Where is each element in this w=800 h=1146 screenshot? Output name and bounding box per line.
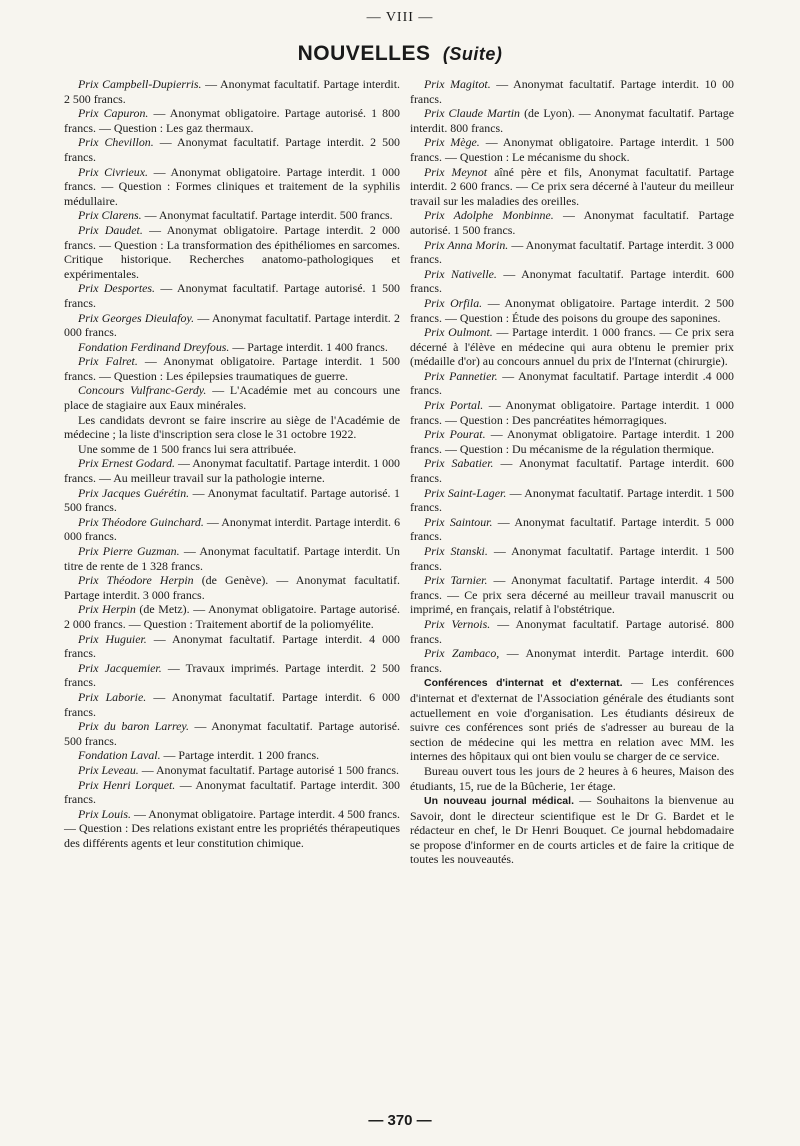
prize-entry: [410, 369, 734, 398]
prize-entry: [64, 223, 400, 281]
prize-name: Fondation Ferdinand Dreyfous.: [78, 339, 230, 354]
prize-details: aîné père et fils, Anonymat facultatif. Partage interdit. 2 600 francs. — Ce prix sera décerné à l'auteur du meilleur travail sur les maladies des oreilles.: [410, 164, 734, 208]
prize-entry: [410, 764, 734, 793]
prize-details: — L'Académie met au concours une place de stagiaire aux Eaux minérales.: [64, 383, 400, 413]
prize-details: — Anonymat facultatif. Partage interdit. 10 00 francs.: [410, 77, 734, 106]
prize-name: Prix Ernest Godard.: [78, 456, 176, 471]
prize-name: Prix Capuron.: [78, 106, 149, 121]
prize-details: — Anonymat facultatif. Partage interdit. 600 francs.: [410, 456, 734, 486]
prize-details: — Anonymat facultatif. Partage interdit .4 000 francs.: [410, 368, 734, 398]
prize-details: — Anonymat facultatif. Partage interdit. 500 francs.: [141, 208, 393, 223]
prize-entry: [64, 763, 400, 778]
prize-entry: [410, 427, 734, 456]
prize-details: — Anonymat interdit. Partage interdit. 600 francs.: [410, 646, 735, 675]
prize-entry: [410, 325, 734, 369]
news-lead: Un nouveau journal médical.: [424, 795, 574, 808]
prize-details: — Anonymat obligatoire. Partage interdit. 1 200 francs. — Question : Du mécanisme de la régulation thermique.: [410, 427, 734, 456]
prize-name: Prix du baron Larrey.: [78, 719, 190, 734]
prize-details: — Anonymat facultatif. Partage autorisé. 1 500 francs.: [64, 281, 400, 310]
prize-name: Prix Campbell-Dupierris.: [78, 77, 202, 91]
prize-details: — Travaux imprimés. Partage interdit. 2 500 francs.: [64, 660, 400, 690]
prize-name: Prix Zambaco,: [424, 646, 500, 661]
prize-name: Prix Théodore Guinchard.: [78, 514, 204, 529]
prize-entry: [64, 456, 400, 485]
prize-name: Prix Louis.: [78, 806, 131, 821]
prize-name: Concours Vulfranc-Gerdy.: [78, 383, 207, 398]
prize-name: Prix Civrieux.: [78, 164, 149, 179]
prize-entry: [410, 646, 734, 675]
prize-details: — Anonymat facultatif. Partage interdit. 600 francs.: [410, 266, 734, 296]
prize-name: Prix Théodore Herpin: [78, 573, 194, 588]
prize-details: — Les conférences d'internat et d'externat de l'Association générale des étudiants sont actuellement en voie d'organisation. Les étudiants désireux de suivre ces conférences sont priés de s'adresser au bureau de la section de médecine qui les mettra en relation avec MM. les internes des hôpitaux qui ont bien voulu se charger de ce service.: [410, 675, 734, 764]
prize-entry: [410, 165, 734, 209]
prize-entry: [64, 208, 400, 223]
prize-entry: [410, 675, 734, 764]
prize-name: Prix Vernois.: [424, 616, 491, 631]
prize-name: Prix Magitot.: [424, 77, 491, 91]
prize-name: Prix Desportes.: [78, 281, 156, 296]
prize-entry: [64, 135, 400, 164]
prize-entry: [64, 340, 400, 355]
prize-details: — Anonymat obligatoire. Partage interdit. 1 500 francs. — Question : Les épilepsies traumatiques de guerre.: [64, 354, 400, 383]
prize-name: Prix Pourat.: [424, 427, 486, 442]
prize-name: Prix Anna Morin.: [424, 237, 509, 252]
prize-entry: [64, 515, 400, 544]
prize-details: Bureau ouvert tous les jours de 2 heures à 6 heures, Maison des étudiants, 15, rue de la Bûcherie, 1er étage.: [410, 763, 734, 793]
prize-details: — Anonymat facultatif. Partage interdit. 4 500 francs. — Ce prix sera décerné au meilleur travail manuscrit ou imprimé, en français, relatif à l'obstétrique.: [410, 573, 734, 617]
prize-name: Prix Meynot: [424, 164, 488, 179]
prize-details: — Anonymat facultatif. Partage interdit. 1 500 francs.: [410, 544, 734, 573]
prize-name: Prix Henri Lorquet.: [78, 777, 176, 792]
prize-details: — Anonymat obligatoire. Partage interdit. 1 000 francs. — Question : Formes cliniques et traitement de la syphilis médullaire.: [64, 164, 400, 208]
prize-name: Prix Falret.: [78, 354, 138, 369]
prize-details: — Anonymat facultatif. Partage autorisé 1 500 francs.: [138, 762, 399, 777]
prize-details: — Partage interdit. 1 400 francs.: [229, 339, 388, 354]
prize-entry: [410, 77, 734, 106]
prize-details: — Anonymat obligatoire. Partage interdit. 2 500 francs. — Question : Étude des poisons du groupe des saponines.: [410, 295, 734, 325]
prize-details: — Anonymat facultatif. Partage interdit. 4 000 francs.: [64, 631, 400, 661]
prize-entry: [64, 632, 400, 661]
prize-name: Prix Georges Dieulafoy.: [78, 310, 195, 325]
prize-name: Prix Sabatier.: [424, 456, 494, 471]
prize-entry: [410, 486, 734, 515]
prize-entry: [64, 486, 400, 515]
prize-entry: [64, 383, 400, 412]
prize-details: (de Lyon). — Anonymat facultatif. Partage interdit. 800 francs.: [410, 106, 735, 135]
prize-name: Prix Huguier.: [78, 631, 147, 646]
prize-name: Prix Claude Martin: [424, 106, 521, 121]
prize-details: — Anonymat facultatif. Partage interdit. 2 000 francs.: [64, 310, 401, 340]
prize-name: Prix Jacquemier.: [78, 660, 162, 675]
prize-name: Prix Tarnier.: [424, 573, 488, 588]
prize-details: Les candidats devront se faire inscrire au siège de l'Académie de médecine ; la liste d'inscription sera close le 31 octobre 1922.: [64, 412, 400, 442]
prize-entry: [64, 573, 400, 602]
prize-entry: [64, 442, 400, 457]
prize-name: Prix Saint-Lager.: [424, 485, 507, 500]
prize-name: Prix Nativelle.: [424, 266, 497, 281]
prize-entry: [410, 398, 734, 427]
prize-entry: [410, 573, 734, 617]
prize-entry: [64, 311, 400, 340]
prize-name: Prix Daudet.: [78, 222, 143, 237]
prize-details: — Anonymat facultatif. Partage interdit. 2 500 francs.: [64, 135, 400, 164]
prize-name: Prix Stanski.: [424, 544, 488, 558]
prize-entry: [410, 515, 734, 544]
prize-entry: [64, 719, 400, 748]
prize-entry: [64, 544, 400, 573]
prize-entry: [64, 807, 400, 851]
prize-entry: [410, 793, 734, 867]
prize-entry: [410, 296, 734, 325]
prize-entry: [64, 106, 400, 135]
roman-page-number: — VIII —: [366, 10, 434, 25]
prize-details: — Anonymat obligatoire. Partage interdit. 2 000 francs. — Question : La transformation des épithéliomes en sarcomes. Critique historique. Recherches anatomo-pathologiques et expérimentales.: [64, 222, 400, 281]
prize-details: Une somme de 1 500 francs lui sera attribuée.: [78, 441, 297, 456]
prize-name: Prix Adolphe Monbinne.: [424, 208, 554, 223]
news-lead: Conférences d'internat et d'externat.: [424, 677, 623, 690]
prize-details: — Anonymat facultatif. Partage autorisé. 800 francs.: [410, 616, 734, 646]
prize-entry: [64, 748, 400, 763]
left-column: [64, 77, 400, 850]
prize-entry: [410, 208, 734, 237]
prize-entry: [64, 661, 400, 690]
prize-entry: [410, 544, 734, 573]
section-title: NOUVELLES: [297, 42, 431, 65]
prize-details: — Anonymat obligatoire. Partage autorisé. 1 800 francs. — Question : Les gaz thermaux.: [64, 106, 400, 135]
prize-details: — Anonymat interdit. Partage interdit. 6 000 francs.: [64, 514, 401, 544]
section-heading: [0, 42, 800, 66]
prize-entry: [64, 413, 400, 442]
prize-entry: [64, 354, 400, 383]
prize-details: — Anonymat obligatoire. Partage interdit. 1 500 francs. — Question : Le mécanisme du shock.: [410, 135, 734, 164]
prize-entry: [64, 602, 400, 631]
prize-name: Prix Pierre Guzman.: [78, 544, 180, 558]
prize-details: (de Metz). — Anonymat obligatoire. Partage autorisé. 2 000 francs. — Question : Traitement abortif de la poliomyélite.: [64, 602, 400, 631]
prize-entry: [64, 281, 400, 310]
prize-details: — Partage interdit. 1 000 francs. — Ce prix sera décerné à l'élève en médecine qui aura obtenu le premier prix (médaille d'or) au concours annuel du prix de l'Internat (chirurgie).: [410, 325, 734, 369]
prize-details: — Anonymat facultatif. Partage interdit. 2 500 francs.: [64, 77, 400, 106]
prize-details: — Anonymat facultatif. Partage interdit. 6 000 francs.: [64, 689, 400, 719]
prize-name: Prix Mège.: [424, 135, 480, 150]
right-column: [410, 77, 734, 867]
page-number: — 370 —: [368, 1112, 432, 1129]
prize-name: Prix Laborie.: [78, 689, 147, 704]
prize-entry: [64, 778, 400, 807]
prize-details: — Anonymat facultatif. Partage autorisé. 1 500 francs.: [410, 208, 734, 237]
prize-name: Prix Portal.: [424, 398, 484, 413]
prize-entry: [64, 165, 400, 209]
prize-name: Prix Herpin: [78, 602, 136, 617]
prize-name: Prix Saintour.: [424, 514, 493, 529]
prize-name: Prix Chevillon.: [78, 135, 154, 150]
prize-entry: [64, 690, 400, 719]
prize-entry: [410, 456, 734, 485]
prize-details: — Anonymat obligatoire. Partage interdit. 4 500 francs. — Question : Des relations existant entre les propriétés thérapeutiques des différents agents et leur constitution chimique.: [64, 806, 401, 850]
section-title-suffix: (Suite): [442, 44, 503, 64]
prize-details: — Anonymat facultatif. Partage autorisé. 500 francs.: [64, 719, 400, 748]
prize-name: Prix Jacques Guérétin.: [78, 485, 190, 500]
prize-details: — Anonymat obligatoire. Partage interdit. 1 000 francs. — Question : Des pancréatites hémorragiques.: [410, 398, 734, 427]
prize-details: — Anonymat facultatif. Partage interdit. Un titre de rente de 1 328 francs.: [64, 544, 400, 573]
prize-entry: [410, 106, 734, 135]
prize-details: — Anonymat facultatif. Partage autorisé. 1 500 francs.: [64, 485, 400, 515]
prize-name: Prix Pannetier.: [424, 368, 498, 383]
prize-details: — Anonymat facultatif. Partage interdit. 5 000 francs.: [410, 514, 734, 544]
prize-name: Prix Oulmont.: [424, 325, 493, 340]
prize-details: (de Genève). — Anonymat facultatif. Partage interdit. 3 000 francs.: [64, 573, 400, 602]
prize-entry: [64, 77, 400, 106]
prize-name: Fondation Laval.: [78, 748, 161, 763]
prize-entry: [410, 238, 734, 267]
prize-entry: [410, 617, 734, 646]
prize-name: Prix Clarens.: [78, 208, 142, 223]
prize-details: — Anonymat facultatif. Partage interdit. 1 000 francs. — Au meilleur travail sur la pathologie interne.: [64, 456, 400, 486]
prize-details: — Souhaitons la bienvenue au Savoir, dont le directeur scientifique est le Dr G. Bardet et le rédacteur en chef, le Dr Henri Bouquet. Ce journal hebdomadaire se propose d'informer en de courts articles et de faire la critique de toutes les nouveautés.: [410, 793, 734, 867]
prize-name: Prix Leveau.: [78, 762, 139, 777]
prize-entry: [410, 135, 734, 164]
prize-entry: [410, 267, 734, 296]
prize-details: — Anonymat facultatif. Partage interdit. 3 000 francs.: [410, 237, 734, 267]
prize-details: — Anonymat facultatif. Partage interdit. 1 500 francs.: [410, 485, 734, 515]
prize-details: — Partage interdit. 1 200 francs.: [160, 748, 320, 763]
prize-name: Prix Orfila.: [424, 295, 483, 310]
prize-details: — Anonymat facultatif. Partage interdit. 300 francs.: [64, 777, 400, 807]
